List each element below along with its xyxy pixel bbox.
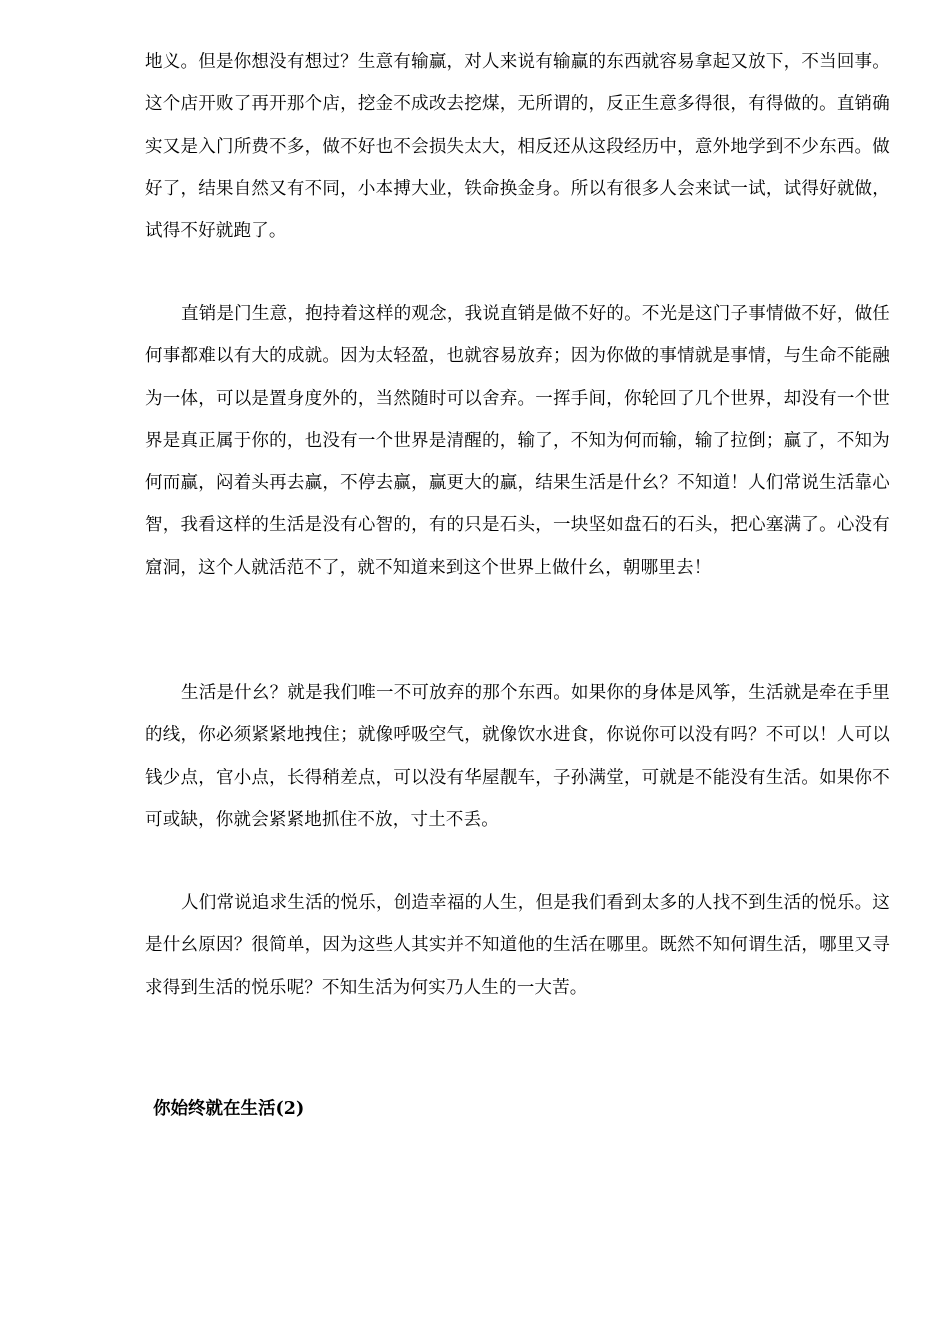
paragraph-direct-selling: 直销是门生意，抱持着这样的观念，我说直销是做不好的。不光是这门子事情做不好，做任何事都难以有大的成就。因为太轻盈，也就容易放弃；因为你做的事情就是事情，与生命不能融为一体，可以是置身度外的，当然随时可以舍弃。一挥手间，你轮回了几个世界，却没有一个世界是真正属于你的，也没有一个世界是清醒的，输了，不知为何而输，输了拉倒；赢了，不知为何而赢，闷着头再去赢，不停去赢，赢更大的赢，结果生活是什幺？不知道！人们常说生活靠心智，我看这样的生活是没有心智的，有的只是石头，一块坚如盘石的石头，把心塞满了。心没有窟洞，这个人就活范不了，就不知道来到这个世界上做什幺，朝哪里去！ [145, 304, 890, 578]
paragraph-joy-of-life: 人们常说追求生活的悦乐，创造幸福的人生，但是我们看到太多的人找不到生活的悦乐。这是什幺原因？很简单，因为这些人其实并不知道他的生活在哪里。既然不知何谓生活，哪里又寻求得到生活的悦乐呢？不知生活为何实乃人生的一大苦。 [145, 893, 890, 998]
paragraph-what-is-life: 生活是什幺？就是我们唯一不可放弃的那个东西。如果你的身体是风筝，生活就是牵在手里的线，你必须紧紧地拽住；就像呼吸空气，就像饮水进食，你说你可以没有吗？不可以！人可以钱少点，官小点，长得稍差点，可以没有华屋靓车，子孙满堂，可就是不能没有生活。如果你不可或缺，你就会紧紧地抓住不放，寸土不丢。 [145, 683, 890, 830]
paragraph-continued: 地义。但是你想没有想过？生意有输赢，对人来说有输赢的东西就容易拿起又放下，不当回事。这个店开败了再开那个店，挖金不成改去挖煤，无所谓的，反正生意多得很，有得做的。直销确实又是入门所费不多，做不好也不会损失太大，相反还从这段经历中，意外地学到不少东西。做好了，结果自然又有不同，小本搏大业，铁命换金身。所以有很多人会来试一试，试得好就做，试得不好就跑了。 [145, 52, 890, 242]
section-heading: 你始终就在生活(2) [153, 1099, 305, 1119]
